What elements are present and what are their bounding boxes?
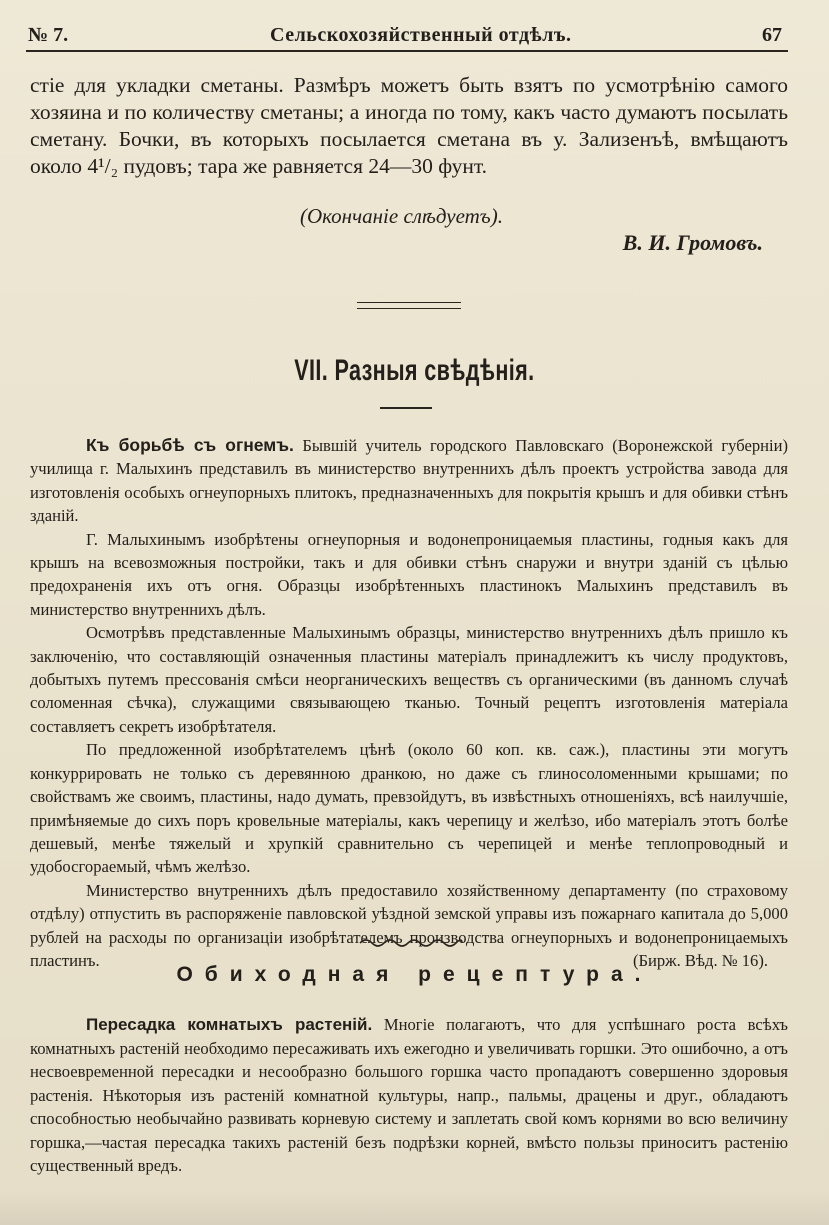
article-paragraph-text: Министерство внутреннихъ дѣлъ предоставило хозяйственному департаменту (по страховому отдѣлу) отпустить въ распоряженіе павловской уѣздной земской управы изъ пожарнаго капитала до 5,000 рублей на расходы по организаціи изобрѣтателемъ производства огнеупорныхъ и водонепроницаемыхъ пластинъ. bbox=[30, 880, 788, 970]
double-rule-divider bbox=[357, 302, 461, 309]
page-edge-shadow bbox=[0, 1189, 829, 1225]
section-title: VII. Разныя свѣдѣнія. bbox=[294, 354, 535, 387]
recipe-paragraph-text: Многіе полагаютъ, что для успѣшнаго роста всѣхъ комнатныхъ растеній необходимо пересаживать ихъ ежегодно и увеличивать горшки. Это ошибочно, а отъ несвоевременной пересадки и несообразно большого горшка часто пропадаютъ совершенно здоровыя растенія. Нѣкоторыя изъ растеній комнатной культуры, напр., пальмы, драцены и друг., обладаютъ способностью необычайно развивать корневую систему и заплетать свой комъ корнями во всю величину горшка,—частая пересадка такихъ растеній безъ подрѣзки корней, вмѣсто пользы приноситъ растенію существенный вредъ. bbox=[30, 1015, 789, 1175]
article-paragraph bbox=[30, 879, 788, 973]
article-paragraph-text: Бывшій учитель городского Павловскаго (Воронежской губерніи) училища г. Малыхинъ представилъ въ министерство внутреннихъ дѣлъ проектъ устройства завода для изготовленія особыхъ огнеупорныхъ плитокъ, предназначенныхъ для покрытія крышъ и для обивки стѣнъ зданій. bbox=[30, 436, 789, 526]
recipe-paragraph bbox=[30, 1013, 788, 1178]
article-paragraph: Г. Малыхинымъ изобрѣтены огнеупорныя и водонепроницаемыя пластины, годныя какъ для крышъ на всевозможныя постройки, такъ и для обивки стѣнъ снаружи и внутри зданій съ цѣлью предохраненія ихъ отъ огня. Образцы изобрѣтенныхъ пластинокъ Малыхинъ представилъ въ министерство внутреннихъ дѣлъ. bbox=[30, 529, 788, 619]
section-running-title: Сельскохозяйственный отдѣлъ. bbox=[270, 24, 572, 46]
page-number: 67 bbox=[762, 24, 782, 46]
issue-number: № 7. bbox=[28, 24, 69, 46]
continuation-note: (Окончаніе слѣдуетъ). bbox=[300, 204, 503, 228]
recipe-section-title: Обиходная рецептура. bbox=[176, 963, 653, 986]
article-paragraph bbox=[30, 434, 788, 528]
article-fire-fighting bbox=[30, 434, 788, 972]
article-source: (Бирж. Вѣд. № 16). bbox=[632, 950, 768, 970]
recipe-article bbox=[30, 1013, 788, 1178]
author-signature: В. И. Громовъ. bbox=[622, 230, 763, 255]
decorative-flourish bbox=[356, 935, 466, 951]
running-header bbox=[26, 20, 788, 52]
rule-divider bbox=[380, 407, 432, 409]
article-paragraph: По предложенной изобрѣтателемъ цѣнѣ (около 60 коп. кв. саж.), пластины эти могутъ конкуррировать не только съ деревянною дранкою, но даже съ глиносоломенными крышами; по свойствамъ же своимъ, пластины, надо думать, превзойдутъ, въ извѣстныхъ отношеніяхъ, всѣ наилучшіе, примѣняемые до сихъ поръ кровельные матеріалы, какъ черепицу и желѣзо, ибо матеріалъ этотъ болѣе дешевый, менѣе тяжелый и хрупкій сравнительно съ черепицей и менѣе теплопроводный и удобосгораемый, чѣмъ желѣзо. bbox=[30, 740, 788, 877]
article-paragraph: Осмотрѣвъ представленные Малыхинымъ образцы, министерство внутреннихъ дѣлъ пришло къ заключенію, что составляющій означенныя пластины матеріалъ принадлежитъ къ числу продуктовъ, добытыхъ путемъ прессованія смѣси неорганическихъ веществъ съ органическими (въ данномъ случаѣ соломенная сѣчка), служащими связывающею тканью. Точный рецептъ изготовленія матеріала составляетъ секретъ изобрѣтателя. bbox=[30, 623, 788, 736]
lead-paragraph bbox=[30, 72, 788, 180]
recipe-heading: Пересадка комнатыхъ растеній. bbox=[86, 1015, 373, 1034]
article-heading: Къ борьбѣ съ огнемъ. bbox=[86, 435, 294, 455]
lead-paragraph-text: стіе для укладки сметаны. Размѣръ можетъ быть взятъ по усмотрѣнію самого хозяина и по количеству сметаны; а иногда по тому, какъ часто думаютъ посылать сметану. Бочки, въ которыхъ посылается сметана въ у. Зализенъѣ, вмѣщаютъ около 4¹/₂ пудовъ; тара же равняется 24—30 фунт. bbox=[30, 73, 788, 178]
